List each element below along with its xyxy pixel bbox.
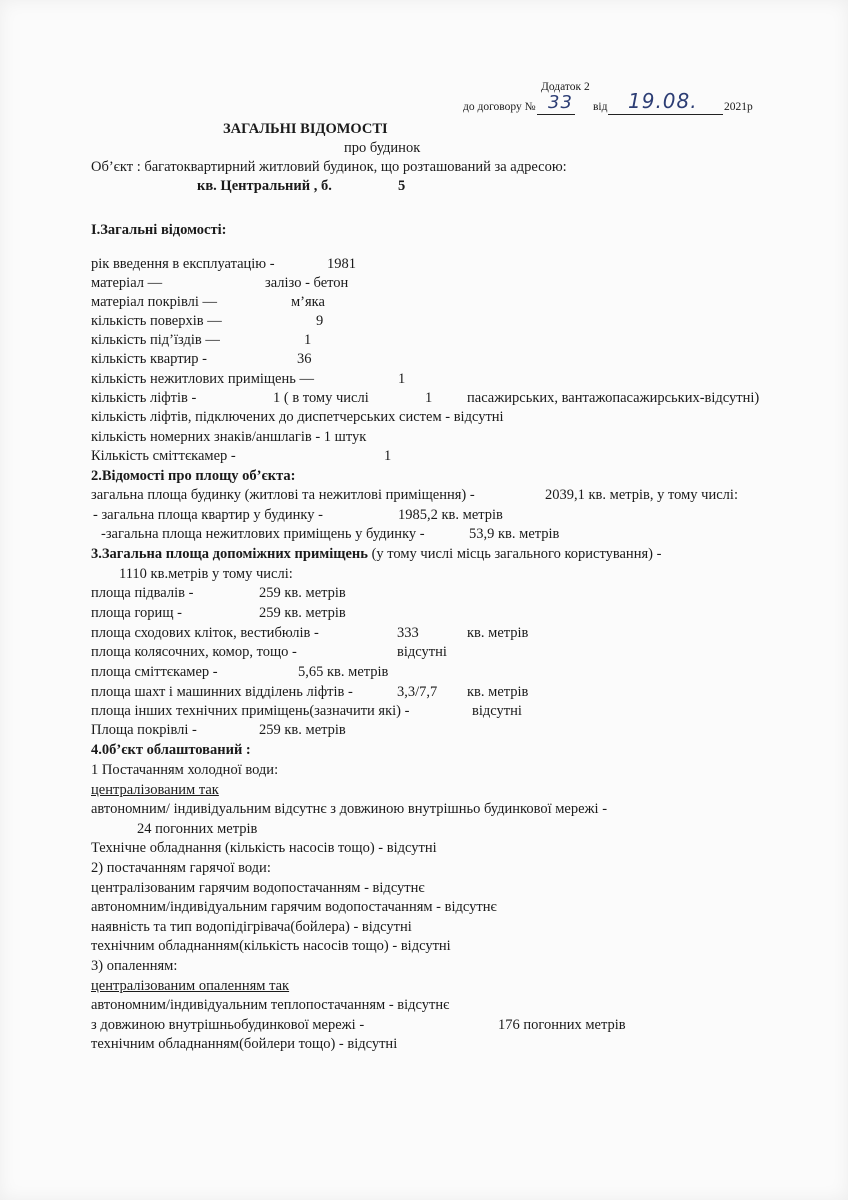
lifts-passenger-text: пасажирських, вантажопасажирських-відсутні) xyxy=(467,390,760,406)
garbage-chambers-label: Кількість сміттєкамер - xyxy=(91,448,236,464)
roof-area-value: 259 кв. метрів xyxy=(259,722,346,738)
date-prefix: від xyxy=(593,101,608,113)
section4-heading: 4.0б’єкт облаштований : xyxy=(91,742,251,758)
roof-material-label: матеріал покрівлі — xyxy=(91,294,217,310)
hot-water-autonomous: автономним/індивідуальним гарячим водопостачанням - відсутнє xyxy=(91,899,497,915)
shafts-label: площа шахт і машинних відділень ліфтів - xyxy=(91,684,353,700)
hot-water-equipment: технічним обладнанням(кількість насосів тощо) - відсутні xyxy=(91,938,451,954)
other-rooms-label: площа інших технічних приміщень(зазначити які) - xyxy=(91,703,410,719)
lifts-dispatch: кількість ліфтів, підключених до диспетчерських систем - відсутні xyxy=(91,409,504,425)
heating-length-label: з довжиною внутрішньобудинкової мережі - xyxy=(91,1017,365,1033)
other-rooms-value: відсутні xyxy=(472,703,522,719)
basement-label: площа підвалів - xyxy=(91,585,194,601)
roof-material-value: м’яка xyxy=(291,294,325,310)
nonres-label: кількість нежитлових приміщень — xyxy=(91,371,314,387)
cold-water-equipment: Технічне обладнання (кількість насосів тощо) - відсутні xyxy=(91,840,437,856)
floors-value: 9 xyxy=(316,313,324,329)
date-handwritten: 19.08. xyxy=(628,89,698,113)
garbage-area-label: площа сміттєкамер - xyxy=(91,664,218,680)
address-number: 5 xyxy=(398,178,406,194)
heating-heading: 3) опаленням: xyxy=(91,958,178,974)
heating-length-value: 176 погонних метрів xyxy=(498,1017,626,1033)
document-title: ЗАГАЛЬНІ ВІДОМОСТІ xyxy=(223,121,388,137)
attic-label: площа горищ - xyxy=(91,605,182,621)
apartments-area-label: - загальна площа квартир у будинку - xyxy=(93,507,323,523)
cold-water-central: централізованим так xyxy=(91,782,219,798)
pram-rooms-value: відсутні xyxy=(397,644,447,660)
total-area-label: загальна площа будинку (житлові та нежитлові приміщення) - xyxy=(91,487,475,503)
section3-heading-rest: (у тому числі місць загального користування) - xyxy=(367,546,662,562)
year-built-value: 1981 xyxy=(327,256,356,272)
attic-value: 259 кв. метрів xyxy=(259,605,346,621)
year-label: 2021р xyxy=(724,101,753,113)
cold-water-length: 24 погонних метрів xyxy=(137,821,258,837)
hot-water-central: централізованим гарячим водопостачанням - відсутнє xyxy=(91,880,425,896)
section3-heading-bold: 3.Загальна площа допоміжних приміщень xyxy=(91,546,368,562)
basement-value: 259 кв. метрів xyxy=(259,585,346,601)
heating-central: централізованим опаленням так xyxy=(91,978,290,994)
document-subtitle: про будинок xyxy=(344,140,421,156)
contract-number-blank xyxy=(537,114,575,115)
contract-number: 33 xyxy=(548,92,573,113)
floors-label: кількість поверхів — xyxy=(91,313,222,329)
year-built-label: рік введення в експлуатацію - xyxy=(91,256,275,272)
material-label: матеріал — xyxy=(91,275,163,291)
cold-water-autonomous: автономним/ індивідуальним відсутнє з довжиною внутрішньо будинкової мережі - xyxy=(91,801,608,817)
apartments-area-value: 1985,2 кв. метрів xyxy=(398,507,503,523)
nonres-area-value: 53,9 кв. метрів xyxy=(469,526,560,542)
lifts-passenger-count: 1 xyxy=(425,390,433,406)
number-signs: кількість номерних знаків/аншлагів - 1 штук xyxy=(91,429,367,445)
shafts-unit: кв. метрів xyxy=(467,684,529,700)
lifts-value: 1 ( в тому числі xyxy=(273,390,369,406)
entrances-value: 1 xyxy=(304,332,312,348)
nonres-area-label: -загальна площа нежитлових приміщень у будинку - xyxy=(101,526,425,542)
section3-heading xyxy=(91,546,661,563)
heating-autonomous: автономним/індивідуальним теплопостачанням - відсутнє xyxy=(91,997,450,1013)
address: кв. Центральний , б. xyxy=(197,178,332,194)
section2-heading: 2.Відомості про площу об’єкта: xyxy=(91,468,296,484)
section1-heading: І.Загальні відомості: xyxy=(91,222,227,238)
auxiliary-total: 1110 кв.метрів у тому числі: xyxy=(119,566,293,582)
nonres-value: 1 xyxy=(398,371,406,387)
garbage-chambers-value: 1 xyxy=(384,448,392,464)
entrances-label: кількість під’їздів — xyxy=(91,332,220,348)
apartments-label: кількість квартир - xyxy=(91,351,207,367)
material-value: залізо - бетон xyxy=(265,275,349,291)
pram-rooms-label: площа колясочних, комор, тощо - xyxy=(91,644,297,660)
roof-area-label: Площа покрівлі - xyxy=(91,722,197,738)
shafts-value: 3,3/7,7 xyxy=(397,684,438,700)
contract-prefix: до договору № xyxy=(463,101,536,113)
heating-equipment: технічним обладнанням(бойлери тощо) - відсутні xyxy=(91,1036,398,1052)
cold-water-heading: 1 Постачанням холодної води: xyxy=(91,762,279,778)
apartments-value: 36 xyxy=(297,351,312,367)
hot-water-heading: 2) постачанням гарячої води: xyxy=(91,860,271,876)
date-blank xyxy=(608,114,723,115)
lifts-label: кількість ліфтів - xyxy=(91,390,197,406)
hot-water-boiler: наявність та тип водопідігрівача(бойлера) - відсутні xyxy=(91,919,412,935)
stairs-unit: кв. метрів xyxy=(467,625,529,641)
garbage-area-value: 5,65 кв. метрів xyxy=(298,664,389,680)
total-area-value: 2039,1 кв. метрів, у тому числі: xyxy=(545,487,738,503)
stairs-label: площа сходових кліток, вестибюлів - xyxy=(91,625,319,641)
appendix-label: Додаток 2 xyxy=(541,81,590,93)
stairs-value: 333 xyxy=(397,625,419,641)
object-line: Об’єкт : багатоквартирний житловий будинок, що розташований за адресою: xyxy=(91,159,567,175)
